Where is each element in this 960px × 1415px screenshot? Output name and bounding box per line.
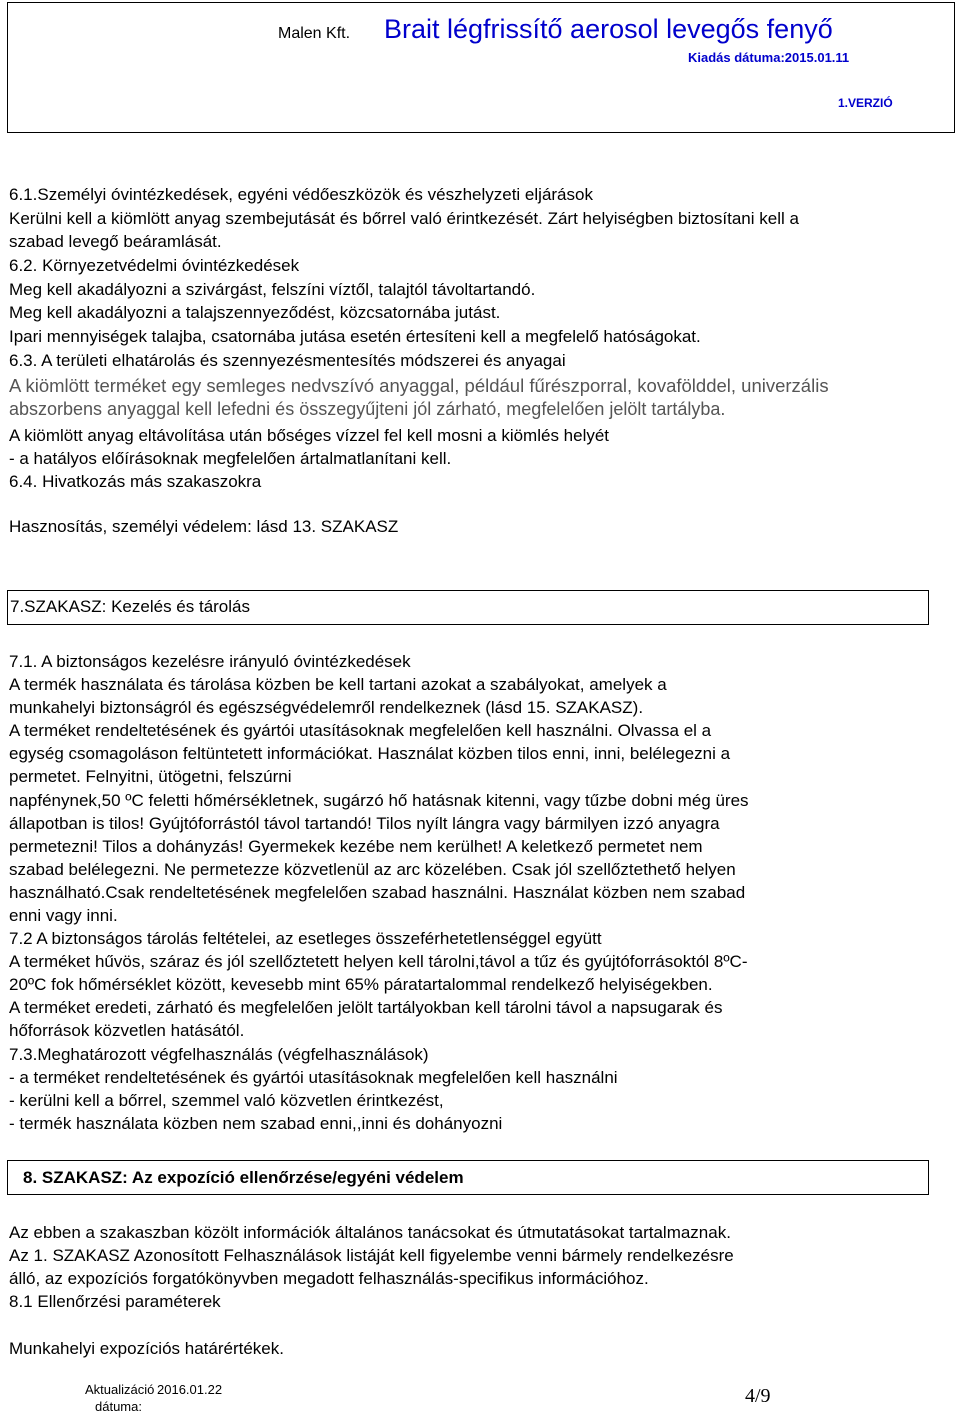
text-line: Az ebben a szakaszban közölt információk általános tanácsokat és útmutatásokat tartalmaznak. [9, 1223, 731, 1242]
text-line: A kiömlött anyag eltávolítása után bőséges vízzel fel kell mosni a kiömlés helyét [9, 426, 610, 445]
text-line: napfénynek,50 ºC feletti hőmérsékletnek, sugárzó hő hatásnak kitenni, vagy tűzbe dobni még üres [9, 791, 749, 810]
update-label: Aktualizáció [85, 1382, 155, 1397]
text-line: A termék használata és tárolása közben be kell tartani azokat a szabályokat, amelyek a [9, 675, 667, 694]
text-line: A terméket rendeltetésének és gyártói utasításoknak megfelelően kell használni. Olvassa el a [9, 721, 712, 740]
issue-date: Kiadás dátuma:2015.01.11 [688, 50, 850, 65]
text-line: álló, az expozíciós forgatókönyvben megadott felhasználás-specifikus információhoz. [9, 1269, 649, 1288]
update-date: 2016.01.22 [157, 1382, 223, 1397]
subsection-heading: 6.1.Személyi óvintézkedések, egyéni védőeszközök és vészhelyzeti eljárások [9, 185, 593, 204]
subsection-heading: 7.2 A biztonságos tárolás feltételei, az esetleges összeférhetetlenséggel együtt [9, 929, 602, 948]
text-line: Meg kell akadályozni a talajszennyeződést, közcsatornába jutást. [9, 303, 501, 322]
subsection-heading: 8.1 Ellenőrzési paraméterek [9, 1292, 221, 1311]
text-line: állapotban is tilos! Gyújtóforrástól távol tartandó! Tilos nyílt lángra vagy bármilyen izzó anyagra [9, 814, 720, 833]
text-line: munkahelyi biztonságról és egészségvédelemről rendelkeznek (lásd 15. SZAKASZ). [9, 698, 644, 717]
subsection-heading: 7.3.Meghatározott végfelhasználás (végfelhasználások) [9, 1045, 429, 1064]
text-line: Az 1. SZAKASZ Azonosított Felhasználások listáját kell figyelembe venni bármely rendelkezésre [9, 1246, 734, 1265]
list-item: - a terméket rendeltetésének és gyártói utasításoknak megfelelően kell használni [9, 1068, 618, 1087]
version-label: 1.VERZIÓ [838, 96, 893, 110]
text-line: enni vagy inni. [9, 906, 118, 925]
company-name: Malen Kft. [278, 25, 351, 42]
product-title: Brait légfrissítő aerosol levegős fenyő [384, 14, 833, 44]
text-line: hőforrások közvetlen hatásától. [9, 1021, 245, 1040]
text-line: Hasznosítás, személyi védelem: lásd 13. SZAKASZ [9, 517, 399, 536]
subsection-heading: 6.2. Környezetvédelmi óvintézkedések [9, 256, 300, 275]
page-number: 4/9 [745, 1385, 771, 1407]
text-line: A kiömlött terméket egy semleges nedvszívó anyaggal, például fűrészporral, kovafölddel, univerzális [9, 375, 829, 396]
section-8-title: 8. SZAKASZ: Az expozíció ellenőrzése/egyéni védelem [23, 1168, 464, 1187]
text-line: permetezni! Tilos a dohányzás! Gyermekek kezébe nem kerülhet! A keletkező permetet nem [9, 837, 703, 856]
subsection-heading: 6.3. A területi elhatárolás és szennyezésmentesítés módszerei és anyagai [9, 351, 566, 370]
subsection-heading: 7.1. A biztonságos kezelésre irányuló óvintézkedések [9, 652, 411, 671]
subsection-heading: 6.4. Hivatkozás más szakaszokra [9, 472, 262, 491]
text-line: használható.Csak rendeltetésének megfelelően szabad használni. Használat közben nem szabad [9, 883, 746, 902]
text-line: Munkahelyi expozíciós határértékek. [9, 1339, 284, 1358]
text-line: szabad levegő beáramlását. [9, 232, 222, 251]
list-item: - kerülni kell a bőrrel, szemmel való közvetlen érintkezést, [9, 1091, 444, 1110]
text-line: A terméket eredeti, zárható és megfelelően jelölt tartályokban kell tárolni távol a napsugarak és [9, 998, 723, 1017]
update-label-2: dátuma: [95, 1399, 142, 1414]
list-item: - termék használata közben nem szabad enni,,inni és dohányozni [9, 1114, 503, 1133]
text-line: Ipari mennyiségek talajba, csatornába jutása esetén értesíteni kell a megfelelő hatóságokat. [9, 327, 701, 346]
section-7-title: 7.SZAKASZ: Kezelés és tárolás [10, 597, 250, 616]
text-line: szabad belélegezni. Ne permetezze közvetlenül az arc közelében. Csak jól szellőztethető helyen [9, 860, 736, 879]
text-line: egység csomagoláson feltüntetett információkat. Használat közben tilos enni, inni, belélegezni a [9, 744, 731, 763]
text-line: abszorbens anyaggal kell lefedni és összegyűjteni jól zárható, megfelelően jelölt tartályba. [9, 399, 726, 419]
text-line: Kerülni kell a kiömlött anyag szembejutását és bőrrel való érintkezését. Zárt helyiségben biztosítani kell a [9, 209, 799, 228]
text-line: permetet. Felnyitni, ütögetni, felszúrni [9, 767, 292, 786]
text-line: A terméket hűvös, száraz és jól szellőztetett helyen kell tárolni,távol a tűz és gyújtóforrásoktól 8ºC- [9, 952, 748, 971]
text-line: Meg kell akadályozni a szivárgást, felszíni víztől, talajtól távoltartandó. [9, 280, 536, 299]
text-line: 20ºC fok hőmérséklet között, kevesebb mint 65% páratartalommal rendelkező helyiségekben. [9, 975, 713, 994]
text-line: - a hatályos előírásoknak megfelelően ártalmatlanítani kell. [9, 449, 452, 468]
